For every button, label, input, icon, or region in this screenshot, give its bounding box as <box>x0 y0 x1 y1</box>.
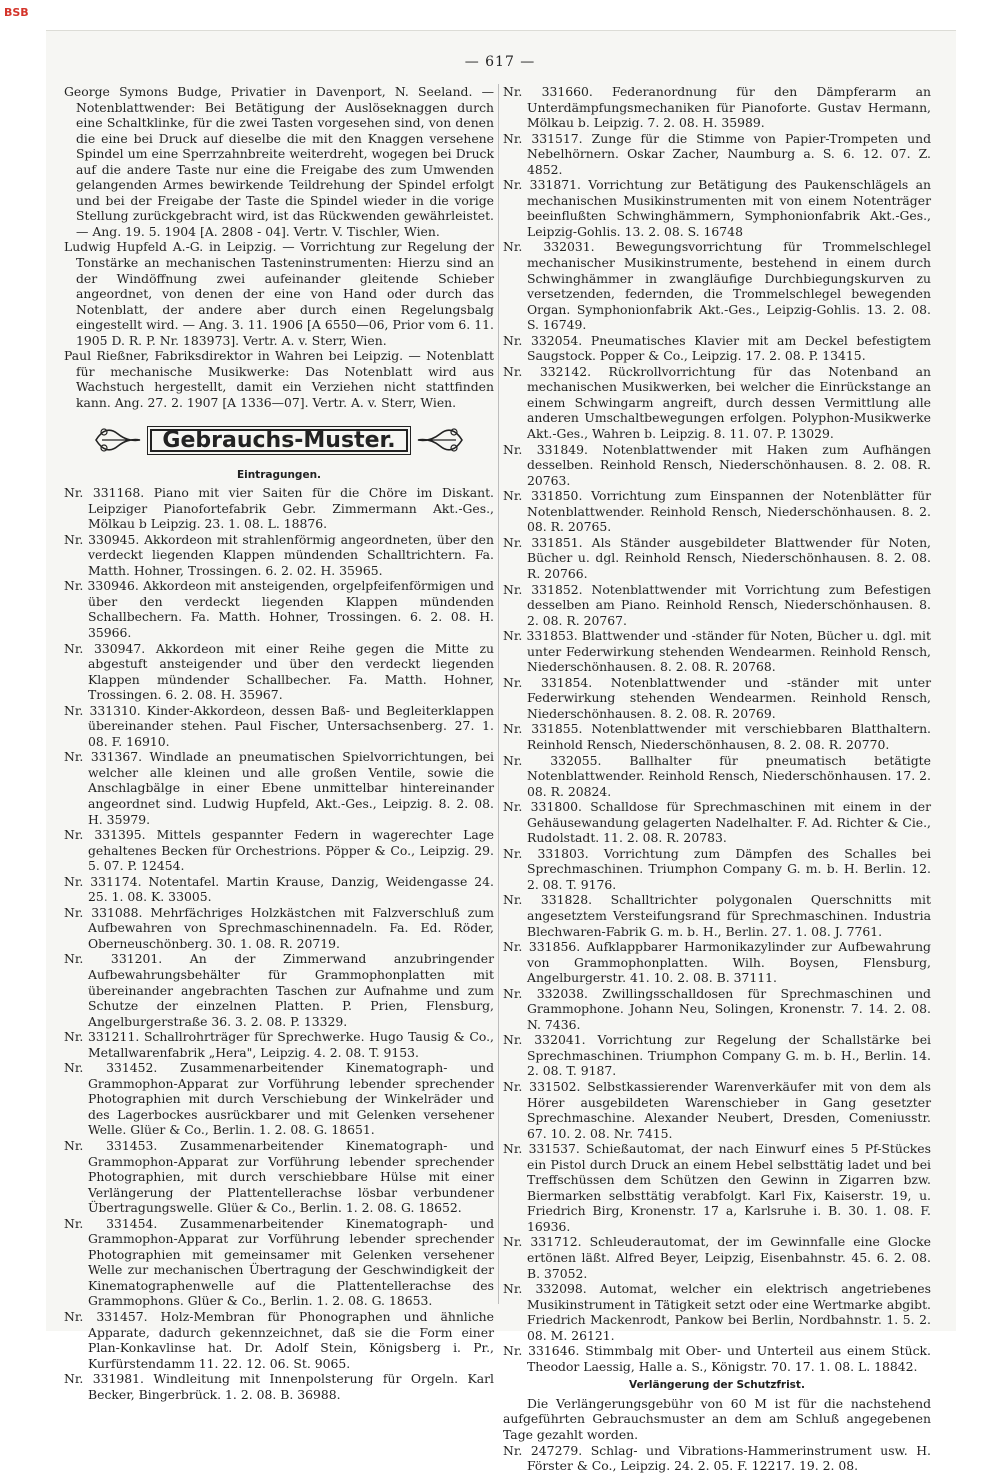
list-item: Nr. 331517. Zunge für die Stimme von Papier-Trompeten und Nebelhörnern. Oskar Zacher, Naumburg a. S. 6. 12. 07. Z. 4852. <box>503 130 931 177</box>
list-item: Nr. 332038. Zwillingsschalldosen für Sprechmaschinen und Grammophone. Johann Neu, Solingen, Kronenstr. 7. 14. 2. 08. N. 7436. <box>503 985 931 1032</box>
list-item: Nr. 331367. Windlade an pneumatischen Spielvorrichtungen, bei welcher alle kleinen und alle großen Ventile, sowie die Anschlagbälge in einer Ebene unmittelbar hintereinander angeordnet sind. Ludwig Hupfeld, Akt.-Ges., Leipzig. 8. 2. 08. H. 35979. <box>64 749 494 827</box>
banner-title: Gebrauchs-Muster. <box>150 429 407 453</box>
list-item: Nr. 332098. Automat, welcher ein elektrisch angetriebenes Musikinstrument in Tätigkeit setzt oder eine Wertmarke abgibt. Friedrich Mackenrodt, Pankow bei Berlin, Nordbahnstr. 1. 5. 2. 08. M. 26121. <box>503 1281 931 1343</box>
list-item: Nr. 331851. Als Ständer ausgebildeter Blattwender für Noten, Bücher u. dgl. Reinhold Rensch, Niederschönhausen. 8. 2. 08. R. 20766. <box>503 534 931 581</box>
intro-entry: Ludwig Hupfeld A.-G. in Leipzig. — Vorrichtung zur Regelung der Tonstärke an mechanischen Tasteninstrumenten: Hierzu sind an der Windöffnung zwei aufeinander gleitende Schieber angeordnet, von denen der eine von Hand oder durch das Notenblatt, der andere aber durch einen Regelungsbalg eingestellt wird. — Ang. 3. 11. 1906 [A 6550—06, Prior vom 6. 11. 1905 D. R. P. Nr. 183973]. Vertr. A. v. Sterr, Wien. <box>64 239 494 348</box>
list-item: Nr. 331211. Schallrohrträger für Sprechwerke. Hugo Tausig & Co., Metallwarenfabrik „Hera", Leipzig. 4. 2. 08. T. 9153. <box>64 1029 494 1060</box>
list-item: Nr. 331828. Schalltrichter polygonalen Querschnitts mit angesetztem Versteifungsrand für Sprechmaschinen. Industria Blechwaren-Fabrik G. m. b. H., Berlin. 27. 1. 08. J. 7761. <box>503 892 931 939</box>
list-item: Nr. 331852. Notenblattwender mit Vorrichtung zum Befestigen desselben am Piano. Reinhold Rensch, Niederschönhausen. 8. 2. 08. R. 20767. <box>503 581 931 628</box>
list-item: Nr. 331871. Vorrichtung zur Betätigung des Paukenschlägels an mechanischen Musikinstrumenten mit von einem Notenträger beeinflußten Schwinghämmern, Symphonionfabrik Akt.-Ges., Leipzig-Gohlis. 13. 2. 08. S. 16748 <box>503 177 931 239</box>
list-item: Nr. 331452. Zusammenarbeitender Kinematograph- und Grammophon-Apparat zur Vorführung lebender sprechender Photographien mit durch Verschiebung der Winkelräder und des Lagerbockes ausrückbarer und mit Gelenken versehener Welle. Glüer & Co., Berlin. 1. 2. 08. G. 18651. <box>64 1060 494 1138</box>
right-column <box>503 84 931 1474</box>
list-item: Nr. 331646. Stimmbalg mit Ober- und Unterteil aus einem Stück. Theodor Laessig, Halle a. S., Königstr. 70. 17. 1. 08. L. 18842. <box>503 1343 931 1374</box>
list-item: Nr. 332031. Bewegungsvorrichtung für Trommelschlegel mechanischer Musikinstrumente, bestehend in einem durch Schwinghämmer in zwangläufige Durchbiegungskurven zu versetzenden, federnden, die Trommelschlegel bewegenden Organ. Symphonionfabrik Akt.-Ges., Leipzig-Gohlis. 13. 2. 08. S. 16749. <box>503 239 931 333</box>
list-item: Nr. 331454. Zusammenarbeitender Kinematograph- und Grammophon-Apparat zur Vorführung lebender sprechender Photographien mit gemeinsamer mit Gelenken versehener Welle zur mechanischen Übertragung der Geschwindigkeit der Kinematographenwelle auf die Plattentellerachse des Grammophons. Glüer & Co., Berlin. 1. 2. 08. G. 18653. <box>64 1215 494 1309</box>
left-intro <box>64 84 494 410</box>
gebrauchsmuster-banner <box>64 418 494 462</box>
list-item: Nr. 330945. Akkordeon mit strahlenförmig angeordneten, über den verdeckt liegenden Klappen mündenden Schalltrichtern. Fa. Matth. Hohner, Trossingen. 6. 2. 02. H. 35965. <box>64 531 494 578</box>
list-item: Nr. 331174. Notentafel. Martin Krause, Danzig, Weidengasse 24. 25. 1. 08. K. 33005. <box>64 873 494 905</box>
list-item: Nr. 331395. Mittels gespannter Federn in wagerechter Lage gehaltenes Becken für Orchestrions. Pöpper & Co., Leipzig. 29. 5. 07. P. 12454. <box>64 827 494 874</box>
left-entries <box>64 485 494 1402</box>
page-number: — 617 — <box>464 54 536 70</box>
list-item: Nr. 332041. Vorrichtung zur Regelung der Schallstärke bei Sprechmaschinen. Triumphon Company G. m. b. H., Berlin. 14. 2. 08. T. 9187. <box>503 1032 931 1079</box>
list-item: Nr. 331457. Holz-Membran für Phonographen und ähnliche Apparate, dadurch gekennzeichnet, daß sie die Form einer Plan-Konkavlinse hat. Dr. Adolf Stein, Königsberg i. Pr., Kurfürstendamm 11. 22. 12. 06. St. 9065. <box>64 1309 494 1371</box>
list-item: Nr. 330946. Akkordeon mit ansteigenden, orgelpfeifenförmigen und über den verdeckt liegenden Klappen mündenden Schallbechern. Fa. Matth. Hohner, Trossingen. 6. 2. 08. H. 35966. <box>64 578 494 640</box>
list-item: Nr. 332055. Ballhalter für pneumatisch betätigte Notenblattwender. Reinhold Rensch, Niederschönhausen. 17. 2. 08. R. 20824. <box>503 752 931 799</box>
list-item: Nr. 331855. Notenblattwender mit verschiebbaren Blatthaltern. Reinhold Rensch, Niederschönhausen, 8. 2. 08. R. 20770. <box>503 721 931 752</box>
list-item: Nr. 331537. Schießautomat, der nach Einwurf eines 5 Pf-Stückes ein Pistol durch Druck an einem Hebel selbsttätig ladet und bei Treffschüssen dem Schützen den Gewinn in Zigarren bzw. Biermarken selbsttätig verabfolgt. Karl Fix, Kaiserstr. 19, u. Friedrich Birg, Kronenstr. 17 a, Karlsruhe i. B. 30. 1. 08. F. 16936. <box>503 1141 931 1234</box>
right-ornament-icon <box>414 420 464 460</box>
list-item: Nr. 331453. Zusammenarbeitender Kinematograph- und Grammophon-Apparat zur Vorführung lebender sprechender Photographien, mit durch verschiebbare Hülse mit einer Verlängerung der Plattentellerachse lösbar verbundener Übertragungswelle. Glüer & Co., Berlin. 1. 2. 08. G. 18652. <box>64 1138 494 1216</box>
subheading-verlaengerung: Verlängerung der Schutzfrist. <box>629 1379 805 1392</box>
list-item: Nr. 331168. Piano mit vier Saiten für die Chöre im Diskant. Leipziger Pianofortefabrik Gebr. Zimmermann Akt.-Ges., Mölkau b Leipzig. 23. 1. 08. L. 18876. <box>64 485 494 532</box>
list-item: Nr. 247279. Schlag- und Vibrations-Hammerinstrument usw. H. Förster & Co., Leipzig. 24. 2. 05. F. 12217. 19. 2. 08. <box>503 1442 931 1474</box>
list-item: Nr. 332142. Rückrollvorrichtung für das Notenband an mechanischen Musikwerken, bei welcher die Einrückstange an einem Schwingarm angreift, durch dessen Vermittlung alle anderen Umschaltbewegungen erfolgen. Polyphon-Musikwerke Akt.-Ges., Wahren b. Leipzig. 8. 11. 07. P. 13029. <box>503 363 931 442</box>
list-item: Nr. 331201. An der Zimmerwand anzubringender Aufbewahrungsbehälter für Grammophonplatten mit übereinander angebrachten Taschen zur Aufnahme und zum Schutze der einzelnen Platten. P. Prien, Flensburg, Angelburgerstraße 36. 3. 2. 08. P. 13329. <box>64 951 494 1029</box>
list-item: Nr. 331854. Notenblattwender und -ständer mit unter Federwirkung stehenden Wendearmen. Reinhold Rensch, Niederschönhausen. 8. 2. 08. R. 20769. <box>503 674 931 721</box>
library-stamp: BSB <box>4 6 29 19</box>
list-item: Nr. 331660. Federanordnung für den Dämpferarm an Unterdämpfungsmechaniken für Pianoforte. Gustav Hermann, Mölkau b. Leipzig. 7. 2. 08. H. 35989. <box>503 84 931 131</box>
list-item: Nr. 330947. Akkordeon mit einer Reihe gegen die Mitte zu abgestuft ansteigender und über den verdeckt liegenden Klappen mündender Schallbecher. Fa. Matth. Hohner, Trossingen. 6. 2. 08. H. 35967. <box>64 640 494 703</box>
list-item: Nr. 331853. Blattwender und -ständer für Noten, Bücher u. dgl. mit unter Federwirkung stehenden Wendearmen. Reinhold Rensch, Niederschönhausen. 8. 2. 08. R. 20768. <box>503 628 931 675</box>
intro-entry: George Symons Budge, Privatier in Davenport, N. Seeland. — Notenblattwender: Bei Betätigung der Auslöseknaggen durch eine Schaltklinke, für die zwei Tasten vorgesehen sind, von denen die eine bei Druck auf dieselbe die mit den Knaggen versehene Spindel um eine Sperrzahnbreite weiterdreht, wogegen bei Druck auf die andere Taste nur eine die Freigabe des zum Umwenden gelangenden Armes bewirkende Teildrehung der Spindel erfolgt und bei der Freigabe der Taste die Spindel wieder in die vorige Stellung zurückgebracht wird, ist das Rückwenden gewährleistet. — Ang. 19. 5. 1904 [A. 2808 - 04]. Vertr. V. Tischler, Wien. <box>64 84 494 239</box>
left-ornament-icon <box>94 420 144 460</box>
list-item: Nr. 331800. Schalldose für Sprechmaschinen mit einem in der Gehäusewandung gelagerten Nadelhalter. F. Ad. Richter & Cie., Rudolstadt. 11. 2. 08. R. 20783. <box>503 799 931 846</box>
subheading-eintragungen: Eintragungen. <box>236 469 322 482</box>
right-entries <box>503 84 931 1374</box>
list-item: Nr. 331850. Vorrichtung zum Einspannen der Notenblätter für Notenblattwender. Reinhold Rensch, Niederschönhausen. 8. 2. 08. R. 20765. <box>503 488 931 535</box>
left-column <box>64 84 494 1402</box>
verlaengerung-paragraph: Die Verlängerungsgebühr von 60 M ist für die nachstehend aufgeführten Gebrauchsmuster an dem am Schluß angegebenen Tage gezahlt worden. <box>503 1395 931 1443</box>
list-item: Nr. 331981. Windleitung mit Innenpolsterung für Orgeln. Karl Becker, Bingerbrück. 1. 2. 08. B. 36988. <box>64 1371 494 1402</box>
list-item: Nr. 331310. Kinder-Akkordeon, dessen Baß- und Begleiterklappen übereinander stehen. Paul Fischer, Untersachsenberg. 27. 1. 08. F. 16910. <box>64 702 494 749</box>
list-item: Nr. 331502. Selbstkassierender Warenverkäufer mit von dem als Hörer ausgebildeten Warenschieber in Gang gesetzter Sprechmaschine. Alexander Neubert, Dresden, Comeniusstr. 67. 10. 2. 08. Nr. 7415. <box>503 1079 931 1141</box>
list-item: Nr. 331712. Schleuderautomat, der im Gewinnfalle eine Glocke ertönen läßt. Alfred Beyer, Leipzig, Eisenbahnstr. 45. 6. 2. 08. B. 37052. <box>503 1234 931 1281</box>
column-divider <box>498 84 499 1304</box>
list-item: Nr. 332054. Pneumatisches Klavier mit am Deckel befestigtem Saugstock. Popper & Co., Leipzig. 17. 2. 08. P. 13415. <box>503 332 931 364</box>
list-item: Nr. 331088. Mehrfächriges Holzkästchen mit Falzverschluß zum Aufbewahren von Sprechmaschinennadeln. Fa. Ed. Röder, Oberneuschönberg. 30. 1. 08. R. 20719. <box>64 904 494 951</box>
intro-entry: Paul Rießner, Fabriksdirektor in Wahren bei Leipzig. — Notenblatt für mechanische Musikwerke: Das Notenblatt wird aus Wachstuch hergestellt, damit ein Verziehen nicht stattfinden kann. Ang. 27. 2. 1907 [A 1336—07]. Vertr. A. v. Sterr, Wien. <box>64 348 494 410</box>
list-item: Nr. 331849. Notenblattwender mit Haken zum Aufhängen desselben. Reinhold Rensch, Niederschönhausen. 8. 2. 08. R. 20763. <box>503 441 931 488</box>
verlaengerung-entries <box>503 1443 931 1474</box>
list-item: Nr. 331803. Vorrichtung zum Dämpfen des Schalles bei Sprechmaschinen. Triumphon Company G. m. b. H. Berlin. 12. 2. 08. T. 9176. <box>503 845 931 892</box>
list-item: Nr. 331856. Aufklappbarer Harmonikazylinder zur Aufbewahrung von Grammophonplatten. Wilh. Boysen, Flensburg, Angelburgerstr. 41. 10. 2. 08. B. 37111. <box>503 939 931 986</box>
